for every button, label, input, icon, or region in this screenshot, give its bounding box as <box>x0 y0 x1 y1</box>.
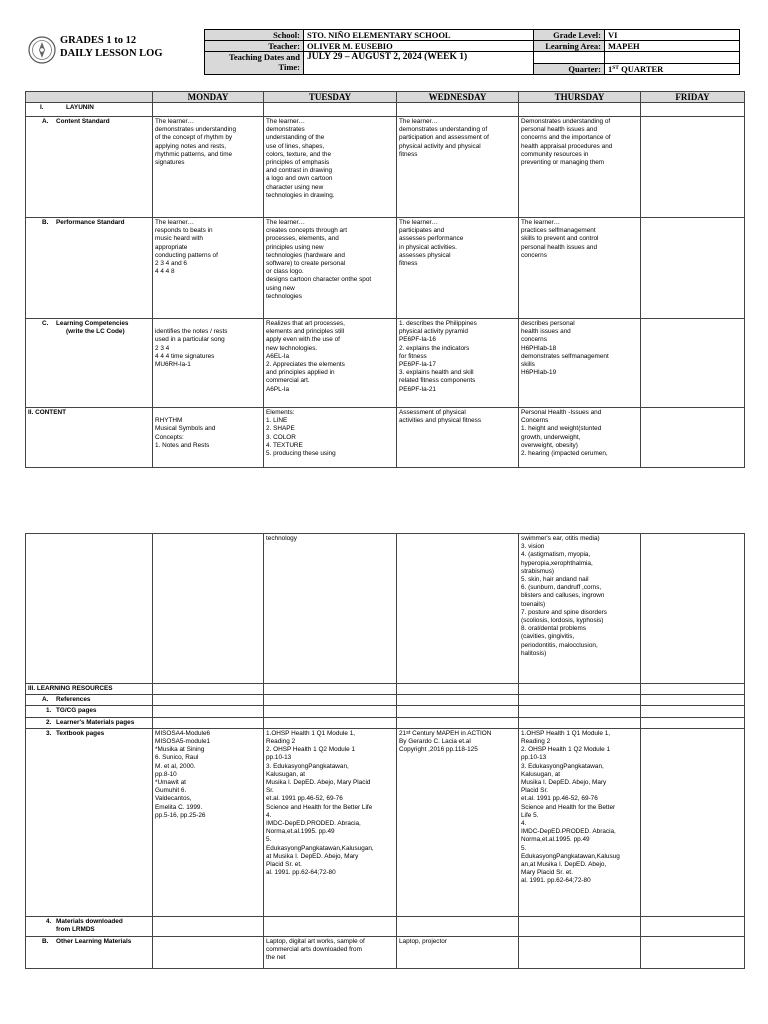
performance-standard-wednesday: The learner… participates and assesses performance in physical activities. assesses physical fitness <box>397 218 519 319</box>
row-label-references: A. References <box>26 695 153 706</box>
row-label-learning-competencies: C. Learning Competencies (write the LC Code) <box>26 319 153 408</box>
school-value: STO. NIÑO ELEMENTARY SCHOOL <box>304 30 534 41</box>
lesson-plan-table-part2 <box>25 533 745 969</box>
content-monday: RHYTHM Musical Symbols and Concepts: 1. Notes and Rests <box>153 408 264 468</box>
performance-standard-thursday: The learner… practices selfmanagement skills to prevent and control personal health issues and concerns <box>519 218 641 319</box>
lc-code-note: (write the LC Code) <box>66 328 125 336</box>
content-friday <box>641 408 745 468</box>
content-cont-friday <box>641 534 745 684</box>
school-label: School: <box>205 30 304 41</box>
content-standard-monday: The learner… demonstrates understanding of the concept of rhythm by applying notes and rests, rhythmic patterns, and time signatures <box>153 117 264 218</box>
day-header-monday: MONDAY <box>153 92 264 103</box>
title-line-grades: GRADES 1 to 12 <box>60 35 137 46</box>
other-materials-friday <box>641 936 745 968</box>
quarter-number: 1 <box>608 63 613 74</box>
performance-standard-monday: The learner… responds to beats in music heard with appropriate conducting patterns of 2 3 4 and 6 4 4 4 8 <box>153 218 264 319</box>
other-materials-monday <box>153 936 264 968</box>
content-wednesday: Assessment of physical activities and physical fitness <box>397 408 519 468</box>
content-cont-wednesday <box>397 534 519 684</box>
textbook-thursday: 1.OHSP Health 1 Q1 Module 1, Reading 2 2. OHSP Health 1 Q2 Module 1 pp.10-13 3. EdukasyongPangkatawan, Kalusugan, at Musika I. DepED. Abejo, Mary Placid Sr. et.al. 1991 pp.46-52, 69-76 Science and Health for the Better Life 5. 4. IMDC-DepED.PRODED. Abracia, Norma,et.al.1995. pp.49 5. EdukasyongPangkatawan,Kalusug an,at Musika I. DepED. Abejo, Mary Placid Sr. et. al. 1991. pp.62-64;72-80 <box>519 728 641 916</box>
competencies-wednesday: 1. describes the Philippines physical activity pyramid PE6PF-Ia-16 2. explains the indicators for fitness PE6PF-Ia-17 3. explains health and skill related fitness components PE6PF-Ia-21 <box>397 319 519 408</box>
row-label-learning-resources: III. LEARNING RESOURCES <box>26 684 153 695</box>
performance-standard-tuesday: The learner… creates concepts through art processes, elements, and principles using new technologies (hardware and software) to create personal or class logo. designs cartoon character onthe spot using new technologies <box>264 218 397 319</box>
deped-seal-logo <box>28 30 56 70</box>
content-standard-tuesday: The learner… demonstrates understanding of the use of lines, shapes, colors, texture, and the principles of emphasis and contrast in drawing a logo and own cartoon character using new technologies in drawing. <box>264 117 397 218</box>
row-label-other-materials: B. Other Learning Materials <box>26 936 153 968</box>
competencies-monday: identifies the notes / rests used in a particular song 2 3 4 4 4 4 time signatures MU6RH-Ia-1 <box>153 319 264 408</box>
content-standard-wednesday: The learner… demonstrates understanding of participation and assessment of physical activity and physical fitness <box>397 117 519 218</box>
row-label-content: II. CONTENT <box>26 408 153 468</box>
day-header-tuesday: TUESDAY <box>264 92 397 103</box>
grade-level-label: Grade Level: <box>534 30 605 41</box>
grade-level-value: VI <box>605 30 740 41</box>
content-cont-monday <box>153 534 264 684</box>
competencies-thursday: describes personal health issues and concerns H6PHIab-18 demonstrates selfmanagement skills H6PHIab-19 <box>519 319 641 408</box>
content-standard-friday <box>641 117 745 218</box>
competencies-friday <box>641 319 745 408</box>
content-cont-tuesday: technology <box>264 534 397 684</box>
competencies-tuesday: Realizes that art processes, elements and principles still apply even with the use of new technologies. A6EL-Ia 2. Appreciates the elements and principles applied in commercial art. A6PL-Ia <box>264 319 397 408</box>
content-standard-thursday: Demonstrates understanding of personal health issues and concerns and the importance of health appraisal procedures and community resources in preventing or managing them <box>519 117 641 218</box>
header-info-table <box>204 29 740 75</box>
row-label-tg-cg-pages: 1. TG/CG pages <box>26 706 153 717</box>
day-header-friday: FRIDAY <box>641 92 745 103</box>
other-materials-tuesday: Laptop, digital art works, sample of commercial arts downloaded from the net <box>264 936 397 968</box>
textbook-monday: MISOSA4-Module6 MISOSA5-module1 *Musika at Sining 6. Sunico, Raul M. et al, 2000. pp.8-10 *Umawit at Gumuhit 6. Valdecantos, Emelita C. 1999. pp.5-16, pp.25-26 <box>153 728 264 916</box>
textbook-friday <box>641 728 745 916</box>
row-label-performance-standard: B. Performance Standard <box>26 218 153 319</box>
other-materials-thursday <box>519 936 641 968</box>
content-thursday: Personal Health -Issues and Concerns 1. height and weight(stunted growth, underweight, overweight, obesity) 2. hearing (impacted cerumen, <box>519 408 641 468</box>
teacher-value: OLIVER M. EUSEBIO <box>304 41 534 52</box>
row-label-layunin: I. LAYUNIN <box>26 103 153 117</box>
teaching-dates-label-line2: Time: <box>278 62 300 72</box>
day-header-thursday: THURSDAY <box>519 92 641 103</box>
row-label-lrmds: 4. Materials downloaded from LRMDS <box>26 916 153 936</box>
quarter-value <box>605 63 740 75</box>
row-label-learners-materials: 2. Learner's Materials pages <box>26 717 153 728</box>
teacher-label: Teacher: <box>205 41 304 52</box>
teaching-dates-value: JULY 29 – AUGUST 2, 2024 (WEEK 1) <box>304 52 534 75</box>
content-cont-thursday: swimmer's ear, otitis media) 3. vision 4. (astigmatism, myopia, hyperopia,xerophthalmia, strabismus) 5. skin, hair andand nail 6. (sunburn, dandruff ,corns, blisters and calluses, ingrown toenails) 7. posture and spine disorders (scoliosis, lordosis, kyphosis) 8. oral/dental problems (cavities, gingivitis, periodontitis, malocclusion, halitosis) <box>519 534 641 684</box>
day-header-wednesday: WEDNESDAY <box>397 92 519 103</box>
title-line-dll: DAILY LESSON LOG <box>60 48 163 59</box>
learning-area-label: Learning Area: <box>534 41 605 52</box>
document-title <box>60 34 163 60</box>
quarter-word: QUARTER <box>618 63 664 74</box>
learning-area-value: MAPEH <box>605 41 740 52</box>
row-label-textbook-pages: 3. Textbook pages <box>26 728 153 916</box>
other-materials-wednesday: Laptop, projector <box>397 936 519 968</box>
lesson-plan-table-part1 <box>25 91 745 468</box>
content-tuesday: Elements: 1. LINE 2. SHAPE 3. COLOR 4. TEXTURE 5. producing these using <box>264 408 397 468</box>
performance-standard-friday <box>641 218 745 319</box>
textbook-wednesday: 21st Century MAPEH in ACTION By Gerardo C. Lacia et.al Copyright ,2016 pp.118-125 <box>397 728 519 916</box>
teaching-dates-label-line1: Teaching Dates and <box>228 52 300 62</box>
teaching-dates-label <box>205 52 304 75</box>
quarter-label: Quarter: <box>534 63 605 75</box>
textbook-tuesday: 1.OHSP Health 1 Q1 Module 1, Reading 2 2. OHSP Health 1 Q2 Module 1 pp.10-13 3. EdukasyongPangkatawan, Kalusugan, at Musika I. DepED. Abejo, Mary Placid Sr. et.al. 1991 pp.46-52, 69-76 Science and Health for the Better Life 4. IMDC-DepED.PRODED. Abracia, Norma,et.al.1995. pp.49 5. EdukasyongPangkatawan,Kalusugan, at Musika I. DepED. Abejo, Mary Placid Sr. et. al. 1991. pp.62-64;72-80 <box>264 728 397 916</box>
row-label-content-standard: A. Content Standard <box>26 117 153 218</box>
quarter-suffix: ST <box>612 64 619 71</box>
